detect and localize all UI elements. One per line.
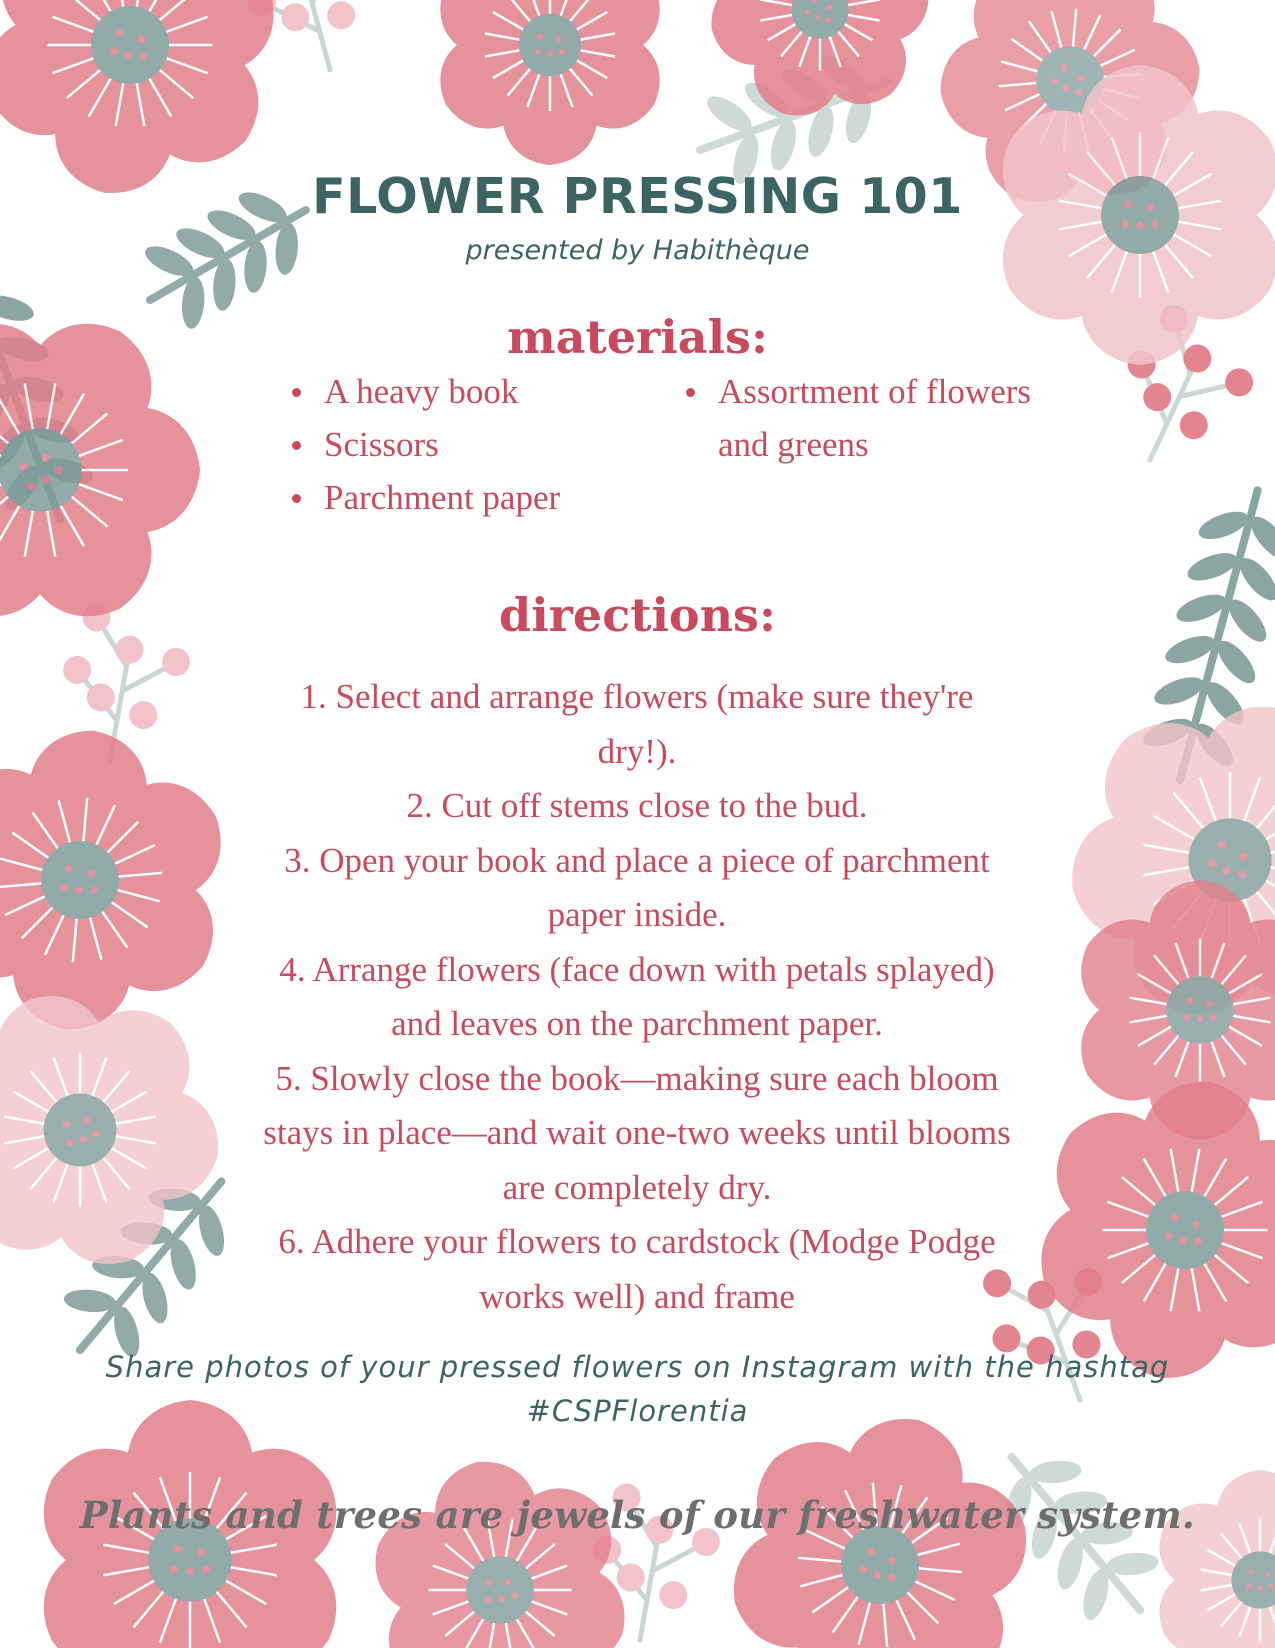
materials-item: Parchment paper	[288, 471, 628, 524]
direction-step: 1. Select and arrange flowers (make sure they're dry!).	[300, 677, 974, 771]
materials-list-left	[288, 365, 628, 524]
materials-heading: materials:	[507, 310, 768, 364]
page-title: FLOWER PRESSING 101	[312, 168, 963, 225]
direction-step: 5. Slowly close the book—making sure each bloom stays in place—and wait one-two weeks until blooms are completely dry.	[263, 1058, 1011, 1207]
page-subtitle: presented by Habithèque	[465, 235, 810, 266]
directions-list	[262, 670, 1012, 1324]
tagline: Plants and trees are jewels of our freshwater system.	[79, 1493, 1196, 1537]
direction-step: 3. Open your book and place a piece of parchment paper inside.	[284, 840, 990, 934]
materials-item: Assortment of flowers and greens	[682, 365, 1042, 471]
directions-heading: directions:	[499, 588, 776, 642]
materials-item: Scissors	[288, 418, 628, 471]
direction-step: 4. Arrange flowers (face down with petals splayed) and leaves on the parchment paper.	[279, 949, 995, 1043]
share-note: Share photos of your pressed flowers on Instagram with the hashtag #CSPFlorentia	[105, 1350, 1170, 1428]
materials-item: A heavy book	[288, 365, 628, 418]
direction-step: 2. Cut off stems close to the bud.	[406, 786, 868, 825]
direction-step: 6. Adhere your flowers to cardstock (Modge Podge works well) and frame	[278, 1222, 996, 1316]
materials-list-right	[682, 365, 1042, 471]
